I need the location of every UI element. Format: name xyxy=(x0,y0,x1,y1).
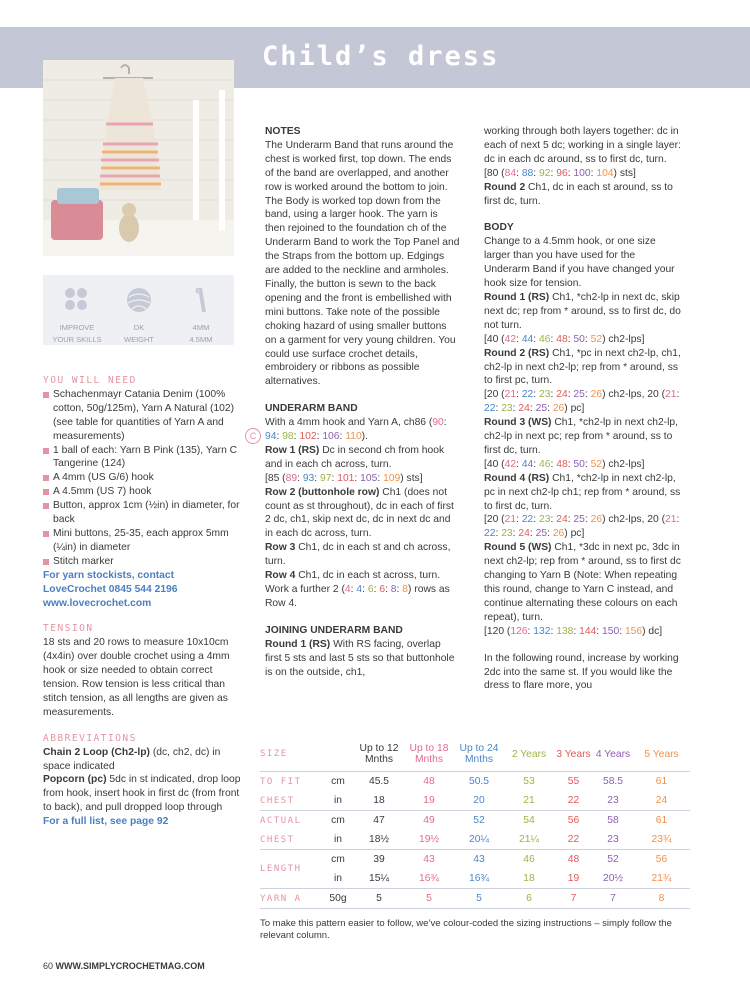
row-4: Row 4 Ch1, dc in each st across, turn. Work a further 2 (4: 4: 6: 6: 8: 8) rows as Row 4. xyxy=(265,570,450,609)
cell: 50.5 xyxy=(468,776,490,787)
text: ) sts] xyxy=(613,167,636,179)
row-label: CHEST xyxy=(260,834,295,845)
size-count: 42 xyxy=(504,333,517,345)
size-count: 46 xyxy=(539,458,551,470)
page-number: 60 xyxy=(43,961,54,971)
notes-heading: NOTES xyxy=(265,126,301,137)
cell: 15¼ xyxy=(368,873,390,884)
row-text: With RS facing, overlap first 5 sts and last 5 sts so that buttonhole is on the outside, ch1, xyxy=(265,638,455,678)
skill-improve xyxy=(47,275,107,344)
col-header: 4 Years xyxy=(595,748,631,760)
size-count: 25 xyxy=(535,403,548,415)
row-label: Row 3 xyxy=(265,542,296,554)
size-count: 50 xyxy=(573,333,585,345)
size-count: 88 xyxy=(521,167,534,179)
size-count: 6 xyxy=(367,584,374,595)
row-text: Ch1, *ch2-lp in next dc, skip next dc; rep from * around, ss to first dc, do not turn. xyxy=(484,291,681,331)
text: ) ch2-lps] xyxy=(602,458,645,470)
cell: 23 xyxy=(607,834,619,845)
size-count: 100 xyxy=(573,167,591,179)
size-count: 94 xyxy=(265,431,277,443)
row-1 xyxy=(265,444,460,472)
row-text: Ch1 (does not count as st throughout), dc in each of first 2 dc, ch1, skip next dc, dc in next dc and in each dc across, turn. xyxy=(265,486,454,540)
cell: 61 xyxy=(655,776,668,787)
size-count: 26 xyxy=(552,403,565,415)
size-count: 22 xyxy=(484,528,496,540)
cell: 16¾ xyxy=(468,873,490,884)
cell: 46 xyxy=(523,854,535,865)
cell: 39 xyxy=(373,854,385,865)
size-count: 44 xyxy=(521,333,534,345)
size-count: 42 xyxy=(504,458,517,470)
abbreviations-heading: ABBREVIATIONS xyxy=(43,732,137,744)
unit: 50g xyxy=(329,893,347,904)
row-text: Ch1, *ch2-lp in next ch2-lp, pc in next ch2-lp ch1; rep from * around, ss to first dc, turn. xyxy=(484,472,681,512)
col-header xyxy=(404,737,454,772)
size-count: 126 xyxy=(510,625,528,637)
row-2 xyxy=(265,486,460,542)
text: [20 ( xyxy=(484,389,505,401)
skill-weight xyxy=(109,275,169,344)
unit: in xyxy=(333,834,342,845)
list-item: Schachenmayr Catania Denim (100% cotton, 50g/125m), Yarn A Natural (102) (see table for quantities of Yarn A and measurements) xyxy=(43,388,243,444)
cell: 56 xyxy=(567,815,580,826)
cell: 18½ xyxy=(368,834,390,845)
col-header-l2: Mnths xyxy=(414,754,444,765)
cell: 19 xyxy=(423,795,435,806)
size-count: 24 xyxy=(556,514,568,526)
cell: 20¼ xyxy=(468,834,490,845)
size-label: SIZE xyxy=(260,749,288,759)
size-count: 23 xyxy=(539,514,551,526)
text: With a 4mm hook and Yarn A, ch86 ( xyxy=(265,417,433,429)
cell: 21 xyxy=(523,795,535,806)
size-count: 106 xyxy=(322,431,340,443)
row-text: Ch1, dc in each st and ch across, turn. xyxy=(265,542,451,568)
cell: 7 xyxy=(570,893,577,904)
size-count: 24 xyxy=(518,403,530,415)
abbreviation-ch2lp xyxy=(43,746,243,774)
size-count: 46 xyxy=(539,333,551,345)
cell: 54 xyxy=(523,815,535,826)
row-text: Ch1, dc in each st around, ss to first dc, turn. xyxy=(484,181,673,207)
size-count: 138 xyxy=(556,625,574,637)
size-count: 93 xyxy=(302,472,315,484)
size-count: 8 xyxy=(390,584,397,595)
size-count: 21 xyxy=(665,389,677,401)
size-count: 21 xyxy=(504,389,517,401)
stockists-line-1: For yarn stockists, contact xyxy=(43,569,175,581)
size-count: 25 xyxy=(573,514,585,526)
cell: 5 xyxy=(376,893,382,904)
table-row xyxy=(260,850,690,870)
col-header-l2: Mnths xyxy=(464,754,494,765)
col-header: 3 Years xyxy=(556,748,591,760)
size-count: 50 xyxy=(573,458,585,470)
size-count: 25 xyxy=(535,528,548,540)
notes-paragraph: The Body is worked top down from the band, using a larger hook. The yarn is then rejoined to the foundation ch of the Underarm Band to work the Top Panel and the Straps from the bottom up. Edgings are added to the neckline and armholes. xyxy=(265,195,460,277)
body-round-1 xyxy=(484,291,682,333)
size-count: 52 xyxy=(590,458,603,470)
unit: in xyxy=(333,795,342,806)
text: [20 ( xyxy=(484,514,505,526)
footer xyxy=(43,961,205,971)
list-item: Button, approx 1cm (½in) in diameter, for back xyxy=(43,499,243,527)
row-text: Ch1, *pc in next ch2-lp, ch1, ch2-lp in next ch2-lp; rep from * around, ss to first pc, turn. xyxy=(484,347,681,387)
text: ) rows as Row 4. xyxy=(265,584,450,609)
row-label: Round 4 (RS) xyxy=(484,472,550,484)
size-table xyxy=(260,737,690,909)
unit: cm xyxy=(331,776,345,787)
col-header-l2: Mnths xyxy=(364,754,394,765)
size-count: 48 xyxy=(556,458,568,470)
text: [85 ( xyxy=(265,472,286,484)
list-item: 1 ball of each: Yarn B Pink (135), Yarn C Tangerine (124) xyxy=(43,444,243,472)
text: ) sts] xyxy=(400,472,423,484)
size-count: 26 xyxy=(590,514,603,526)
notes-column xyxy=(265,125,460,679)
cell: 18 xyxy=(523,873,535,884)
size-count: 52 xyxy=(590,333,603,345)
text: ) ch2-lps, 20 ( xyxy=(602,389,666,401)
body-intro: Change to a 4.5mm hook, or one size larger than you have used for the Underarm Band if you have changed your hook size for tension. xyxy=(484,236,675,290)
cont-text: working through both layers together: dc in each of next 5 dc; working in a single layer: dc in each dc around, ss to first dc, turn. xyxy=(484,126,681,165)
body-heading: BODY xyxy=(484,222,514,234)
notes-paragraph: The Underarm Band that runs around the chest is worked first, top down. The ends of the band are overlapped, and another row is worked around the bottom to join. xyxy=(265,139,454,193)
size-count: 110 xyxy=(345,431,362,443)
col-header-l1: Up to 24 xyxy=(459,743,499,754)
size-count: 21 xyxy=(504,514,517,526)
dress-illustration xyxy=(43,60,234,256)
row-label: TO FIT xyxy=(260,776,302,787)
notes-paragraph: Finally, the button is sewn to the back opening and the front is embellished with mini buttons. Take note of the possible choking hazard of using smaller buttons on a garment for very young children. You could use surface crochet details, embroidery or ribbons as possible alternatives. xyxy=(265,278,456,388)
stockists-line-2: LoveCrochet 0845 544 2196 xyxy=(43,583,178,595)
body-round-2-counts: [20 (21: 22: 23: 24: 25: 26) ch2-lps, 20 (21: 22: 23: 24: 25: 26) pc] xyxy=(484,389,680,415)
cell: 5 xyxy=(476,893,482,904)
col-header xyxy=(454,737,504,772)
underarm-heading: UNDERARM BAND xyxy=(265,403,358,415)
hook-icon xyxy=(186,285,216,315)
list-item: Stitch marker xyxy=(43,555,243,569)
size-count: 132 xyxy=(533,625,551,637)
cell: 20 xyxy=(473,795,485,806)
cell: 8 xyxy=(658,893,665,904)
table-row xyxy=(260,889,690,909)
size-count: 98 xyxy=(282,431,294,443)
cell: 48 xyxy=(423,776,435,787)
cell: 61 xyxy=(655,815,668,826)
list-item: A 4mm (US G/6) hook xyxy=(43,471,243,485)
size-count: 92 xyxy=(539,167,551,179)
size-table-wrapper xyxy=(260,737,690,942)
footer-url[interactable]: WWW.SIMPLYCROCHETMAG.COM xyxy=(55,961,205,971)
size-count: 104 xyxy=(596,167,614,179)
list-item: A 4.5mm (US 7) hook xyxy=(43,485,243,499)
joining-heading: JOINING UNDERARM BAND xyxy=(265,624,403,636)
cell: 43 xyxy=(473,854,485,865)
size-count: 4 xyxy=(356,584,363,595)
yarn-texture-icon xyxy=(62,285,92,315)
body-round-1-counts: [40 (42: 44: 46: 48: 50: 52) ch2-lps] xyxy=(484,333,645,345)
body-round-4 xyxy=(484,472,682,514)
underarm-intro: With a 4mm hook and Yarn A, ch86 (90: 94: 98: 102: 106: 110). xyxy=(265,417,447,443)
size-count: 24 xyxy=(518,528,530,540)
cell: 7 xyxy=(610,893,616,904)
size-count: 90 xyxy=(432,417,444,429)
table-row xyxy=(260,772,690,792)
size-count: 23 xyxy=(501,403,513,415)
cell: 21¾ xyxy=(651,873,672,884)
table-header-row xyxy=(260,737,690,772)
col-header: 5 Years xyxy=(644,748,679,760)
row-label: Row 1 (RS) xyxy=(265,444,320,456)
size-count: 8 xyxy=(402,584,408,595)
tension-heading: TENSION xyxy=(43,623,94,635)
col-header xyxy=(354,737,404,772)
row-label: Round 2 (RS) xyxy=(484,347,550,359)
table-row xyxy=(260,811,690,831)
size-count: 25 xyxy=(573,389,585,401)
cell: 58.5 xyxy=(602,776,624,787)
cell: 20½ xyxy=(602,873,624,884)
row-label: Round 5 (WS) xyxy=(484,542,552,554)
cell: 18 xyxy=(373,795,385,806)
unit: cm xyxy=(331,854,345,865)
abbr-term: Chain 2 Loop (Ch2-lp) xyxy=(43,746,150,758)
size-count: 101 xyxy=(337,472,355,484)
size-count: 150 xyxy=(602,625,620,637)
body-round-5-counts: [120 (126: 132: 138: 144: 150: 156) dc] xyxy=(484,625,663,637)
cell: 55 xyxy=(567,776,580,787)
row-text: Dc in second ch from hook and in each ch across, turn. xyxy=(265,444,445,470)
body-round-4-counts: [20 (21: 22: 23: 24: 25: 26) ch2-lps, 20 (21: 22: 23: 24: 25: 26) pc] xyxy=(484,514,680,540)
page-title: Child’s dress xyxy=(262,41,500,72)
body-column xyxy=(484,125,682,693)
body-round-3-counts: [40 (42: 44: 46: 48: 50: 52) ch2-lps] xyxy=(484,458,645,470)
col-header: 2 Years xyxy=(511,748,547,760)
size-count: 22 xyxy=(484,403,496,415)
yarn-ball-icon xyxy=(124,285,154,315)
abbreviation-pc xyxy=(43,773,243,815)
dress-photo xyxy=(43,60,234,256)
skill-label-l1: 4MM xyxy=(192,323,210,332)
cell: 53 xyxy=(523,776,535,787)
materials-column xyxy=(43,374,243,829)
unit: cm xyxy=(331,815,345,826)
row-label: Round 3 (WS) xyxy=(484,417,552,429)
text: [80 ( xyxy=(484,167,505,179)
cell: 19½ xyxy=(418,834,440,845)
cont-counts: [80 (84: 88: 92: 96: 100: 104) sts] xyxy=(484,167,636,179)
abbr-def: (dc, ch2, dc) in space indicated xyxy=(43,746,221,772)
row-label: LENGTH xyxy=(260,864,302,874)
text: ) pc] xyxy=(564,403,585,415)
table-row xyxy=(260,791,690,811)
size-count: 26 xyxy=(590,389,603,401)
cell: 19 xyxy=(567,873,580,884)
flare-text: In the following round, increase by working 2dc into the same st. If you would like the dress to flare more, you xyxy=(484,652,679,692)
text: ) dc] xyxy=(642,625,663,637)
unit: in xyxy=(333,873,342,884)
cell: 24 xyxy=(655,795,668,806)
cell: 49 xyxy=(423,815,435,826)
row-label: Row 2 (buttonhole row) xyxy=(265,486,380,498)
cell: 52 xyxy=(607,854,619,865)
text: [40 ( xyxy=(484,333,505,345)
cell: 48 xyxy=(567,854,580,865)
skill-label-l2: WEIGHT xyxy=(124,335,154,344)
abbr-term: Popcorn (pc) xyxy=(43,774,107,786)
size-count: 48 xyxy=(556,333,568,345)
skill-label-l1: DK xyxy=(133,323,145,332)
tension-text: 18 sts and 20 rows to measure 10x10cm (4x4in) over double crochet using a 4mm hook or size needed to obtain correct tension. Row tension is less critical than stitch tension, as all lengths are given as measurements. xyxy=(43,637,230,718)
skill-label-l1: IMPROVE xyxy=(59,323,95,332)
text: ) pc] xyxy=(564,528,585,540)
size-count: 156 xyxy=(624,625,643,637)
table-note: To make this pattern easier to follow, we’ve colour-coded the sizing instructions – simply follow the relevant column. xyxy=(260,918,672,941)
cell: 16¾ xyxy=(418,873,440,884)
cell: 22 xyxy=(567,795,580,806)
row-label: Round 1 (RS) xyxy=(484,291,550,303)
body-round-3 xyxy=(484,416,682,458)
cell: 47 xyxy=(373,815,385,826)
row-label: ACTUAL xyxy=(260,815,302,826)
full-list-link[interactable]: For a full list, see page 92 xyxy=(43,816,169,828)
cell: 45.5 xyxy=(368,776,390,787)
size-count: 22 xyxy=(521,389,534,401)
abbr-def: 5dc in st indicated, drop loop from hook, insert hook in first dc (from front to back), and pull dropped loop through xyxy=(43,774,241,814)
size-count: 21 xyxy=(665,514,677,526)
size-count: 105 xyxy=(360,472,378,484)
row-3 xyxy=(265,541,460,569)
cell: 43 xyxy=(423,854,435,865)
size-count: 97 xyxy=(320,472,332,484)
size-count: 96 xyxy=(556,167,568,179)
text: [40 ( xyxy=(484,458,505,470)
cell: 22 xyxy=(567,834,580,845)
table-row xyxy=(260,830,690,850)
body-round-2 xyxy=(484,347,682,389)
row-label: YARN A xyxy=(260,893,302,904)
row-1-counts: [85 (89: 93: 97: 101: 105: 109) sts] xyxy=(265,472,423,484)
size-count: 23 xyxy=(501,528,513,540)
you-will-need-heading: YOU WILL NEED xyxy=(43,375,137,386)
cell: 23¾ xyxy=(651,834,672,845)
row-text: Ch1, *ch2-lp in next ch2-lp, ch2-lp in next pc; rep from * around, ss to first dc, turn. xyxy=(484,417,678,456)
size-count: 23 xyxy=(539,389,551,401)
crochet-marker-icon: C xyxy=(245,428,261,444)
size-count: 4 xyxy=(344,584,351,595)
row-label: Row 4 xyxy=(265,570,296,582)
cell: 5 xyxy=(426,893,432,904)
text: ) ch2-lps, 20 ( xyxy=(602,514,666,526)
col-header-l1: Up to 18 xyxy=(409,743,449,754)
list-item: Mini buttons, 25-35, each approx 5mm (¼in) in diameter xyxy=(43,527,243,555)
row-label: Round 1 (RS) xyxy=(265,638,331,650)
stockists-link[interactable]: www.lovecrochet.com xyxy=(43,597,152,609)
cell: 6 xyxy=(526,893,532,904)
body-round-5 xyxy=(484,541,682,624)
skill-label-l2: 4.5MM xyxy=(189,335,213,344)
size-count: 89 xyxy=(285,472,298,484)
row-text: Ch1, *3dc in next pc, 3dc in next ch2-lp; rep from * around, ss to first dc changing to Yarn B (Note: When repeating this round, change to Yarn C instead, and continue alternating these colours on each repeat), turn. xyxy=(484,542,681,623)
cell: 23 xyxy=(607,795,619,806)
size-count: 144 xyxy=(579,625,597,637)
cell: 58 xyxy=(607,815,619,826)
skills-panel xyxy=(43,275,234,345)
size-count: 6 xyxy=(379,584,386,595)
size-count: 24 xyxy=(556,389,568,401)
cell: 52 xyxy=(473,815,485,826)
size-count: 22 xyxy=(521,514,534,526)
size-count: 84 xyxy=(504,167,517,179)
size-count: 109 xyxy=(383,472,401,484)
row-text: Ch1, dc in each st across, turn. Work a further 2 ( xyxy=(265,570,441,595)
size-count: 102 xyxy=(299,431,317,443)
row-label: CHEST xyxy=(260,795,295,806)
table-row xyxy=(260,869,690,889)
join-round-1 xyxy=(265,638,460,680)
size-count: 44 xyxy=(521,458,534,470)
text: [120 ( xyxy=(484,625,511,637)
row-label: Round 2 xyxy=(484,181,526,193)
text: ). xyxy=(361,431,368,443)
cell: 21¼ xyxy=(518,834,540,845)
skill-hook xyxy=(171,275,231,344)
round-2 xyxy=(484,181,682,209)
size-count: 26 xyxy=(552,528,565,540)
text: ) ch2-lps] xyxy=(602,333,645,345)
cell: 56 xyxy=(655,854,668,865)
skill-label-l2: YOUR SKILLS xyxy=(52,335,102,344)
col-header-l1: Up to 12 xyxy=(359,743,399,754)
